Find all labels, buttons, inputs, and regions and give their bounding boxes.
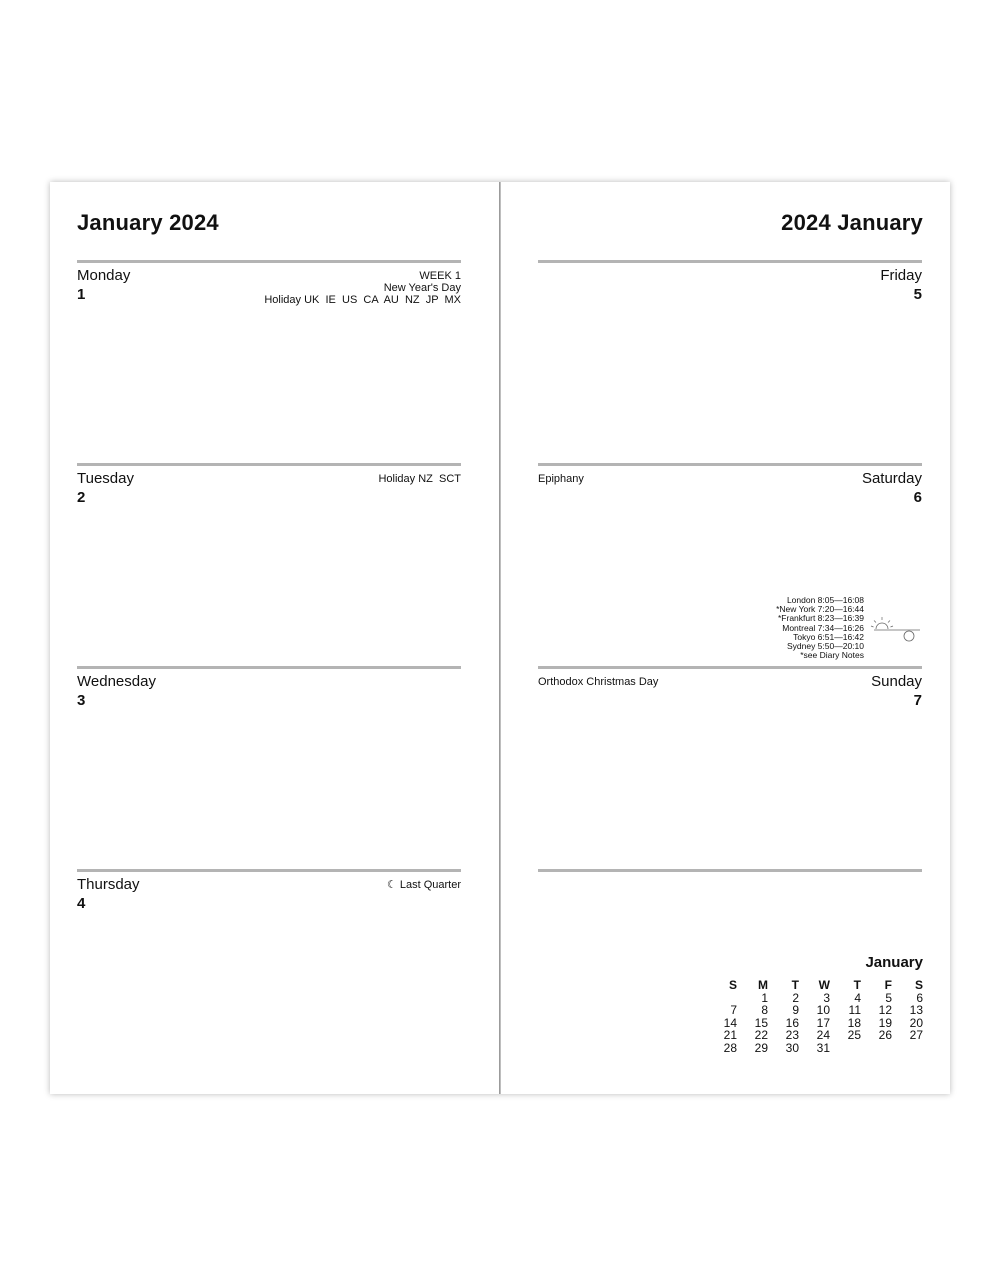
calendar-day: 1 — [761, 990, 768, 1005]
calendar-day: 14 — [723, 1015, 737, 1030]
weekday-header-row — [706, 979, 923, 992]
calendar-day: 5 — [885, 990, 892, 1005]
day-number: 7 — [913, 692, 922, 709]
weekday-header: S — [728, 978, 737, 992]
calendar-day: 17 — [816, 1015, 830, 1030]
right-page-title: 2024 January — [781, 210, 923, 235]
day-notes — [378, 473, 461, 485]
calendar-day: 25 — [847, 1028, 861, 1042]
holiday-regions: Holiday NZ SCT — [378, 473, 461, 485]
calendar-day: 27 — [909, 1028, 923, 1042]
calendar-week-row — [706, 1004, 923, 1017]
last-quarter-moon-icon: ☾ — [386, 879, 397, 891]
calendar-day: 6 — [916, 990, 923, 1005]
weekday-header: T — [853, 978, 861, 992]
calendar-day: 15 — [754, 1015, 768, 1030]
weekday-header: W — [818, 978, 830, 992]
calendar-day: 19 — [878, 1015, 892, 1030]
sun-time-line: *Frankfurt 8:23—16:39 — [778, 613, 864, 624]
calendar-day: 29 — [754, 1040, 768, 1055]
mini-calendar-grid — [706, 979, 923, 1054]
day-number: 2 — [77, 489, 86, 506]
calendar-day: 20 — [909, 1015, 923, 1030]
day-name: Monday — [77, 267, 131, 284]
sun-time-line: Sydney 5:50—20:10 — [786, 641, 864, 652]
day-name: Sunday — [871, 673, 922, 690]
calendar-day: 7 — [730, 1003, 737, 1017]
sun-time-line: London 8:05—16:08 — [786, 595, 864, 605]
mini-calendar-weeks — [706, 992, 923, 1055]
calendar-day: 30 — [785, 1040, 799, 1055]
calendar-day: 16 — [785, 1015, 799, 1030]
calendar-day: 31 — [816, 1040, 830, 1055]
calendar-day: 13 — [909, 1003, 923, 1017]
sun-time-line: *New York 7:20—16:44 — [776, 604, 864, 615]
day-name: Thursday — [77, 876, 140, 893]
day-notes — [538, 676, 658, 688]
day-number: 4 — [77, 895, 86, 912]
holiday-name: Epiphany — [538, 473, 584, 485]
left-page-title: January 2024 — [77, 210, 219, 235]
sun-times — [776, 596, 864, 660]
page-gutter — [499, 182, 501, 1094]
day-wednesday — [77, 666, 461, 869]
weekday-header: S — [914, 978, 923, 992]
mini-calendar-title: January — [865, 954, 923, 971]
mini-calendar — [706, 954, 923, 1054]
moon-phase-label: Last Quarter — [399, 879, 461, 891]
calendar-day: 8 — [761, 1003, 768, 1017]
calendar-day: 22 — [754, 1028, 768, 1042]
day-tuesday — [77, 463, 461, 666]
calendar-day: 3 — [823, 990, 830, 1005]
day-thursday — [77, 869, 461, 1072]
sun-time-note: *see Diary Notes — [800, 650, 864, 661]
calendar-day: 18 — [847, 1015, 861, 1030]
sun-time-line: Montreal 7:34—16:26 — [782, 622, 864, 633]
notes-divider — [538, 869, 922, 872]
day-notes — [264, 270, 461, 306]
weekday-header: M — [758, 978, 768, 992]
day-monday — [77, 260, 461, 463]
holiday-name: New Year's Day — [383, 282, 461, 294]
day-name: Friday — [880, 267, 922, 284]
calendar-day: 28 — [723, 1040, 737, 1055]
calendar-day — [892, 1042, 923, 1055]
day-notes — [387, 879, 461, 891]
calendar-day: 2 — [792, 990, 799, 1005]
weekday-header: T — [791, 978, 799, 992]
sun-time-line: Tokyo 6:51—16:42 — [793, 631, 864, 642]
calendar-day: 21 — [723, 1028, 737, 1042]
calendar-day — [830, 1042, 861, 1055]
calendar-day: 11 — [848, 1003, 861, 1017]
day-notes — [538, 473, 584, 485]
calendar-day: 24 — [816, 1028, 830, 1042]
holiday-name: Orthodox Christmas Day — [538, 676, 659, 688]
calendar-day: 9 — [792, 1003, 799, 1017]
calendar-week-row — [706, 1042, 923, 1055]
day-friday — [538, 260, 922, 463]
calendar-day — [861, 1042, 892, 1055]
weekday-header: F — [884, 978, 892, 992]
day-saturday — [538, 463, 922, 666]
calendar-day: 23 — [785, 1028, 799, 1042]
day-number: 5 — [913, 286, 922, 303]
day-number: 3 — [77, 692, 86, 709]
day-name: Tuesday — [77, 470, 134, 487]
calendar-day: 26 — [878, 1028, 892, 1042]
week-number: WEEK 1 — [419, 270, 461, 282]
calendar-day: 4 — [854, 990, 861, 1005]
calendar-day: 10 — [816, 1003, 830, 1017]
day-name: Wednesday — [77, 673, 156, 690]
holiday-regions: Holiday UK IE US CA AU NZ JP MX — [264, 294, 461, 306]
calendar-week-row — [706, 1029, 923, 1042]
calendar-day: 12 — [878, 1003, 892, 1017]
diary-spread — [50, 182, 950, 1094]
day-number: 6 — [913, 489, 922, 506]
day-number: 1 — [77, 286, 86, 303]
sunrise-sunset-icon — [870, 616, 922, 644]
day-name: Saturday — [861, 470, 922, 487]
day-sunday — [538, 666, 922, 869]
